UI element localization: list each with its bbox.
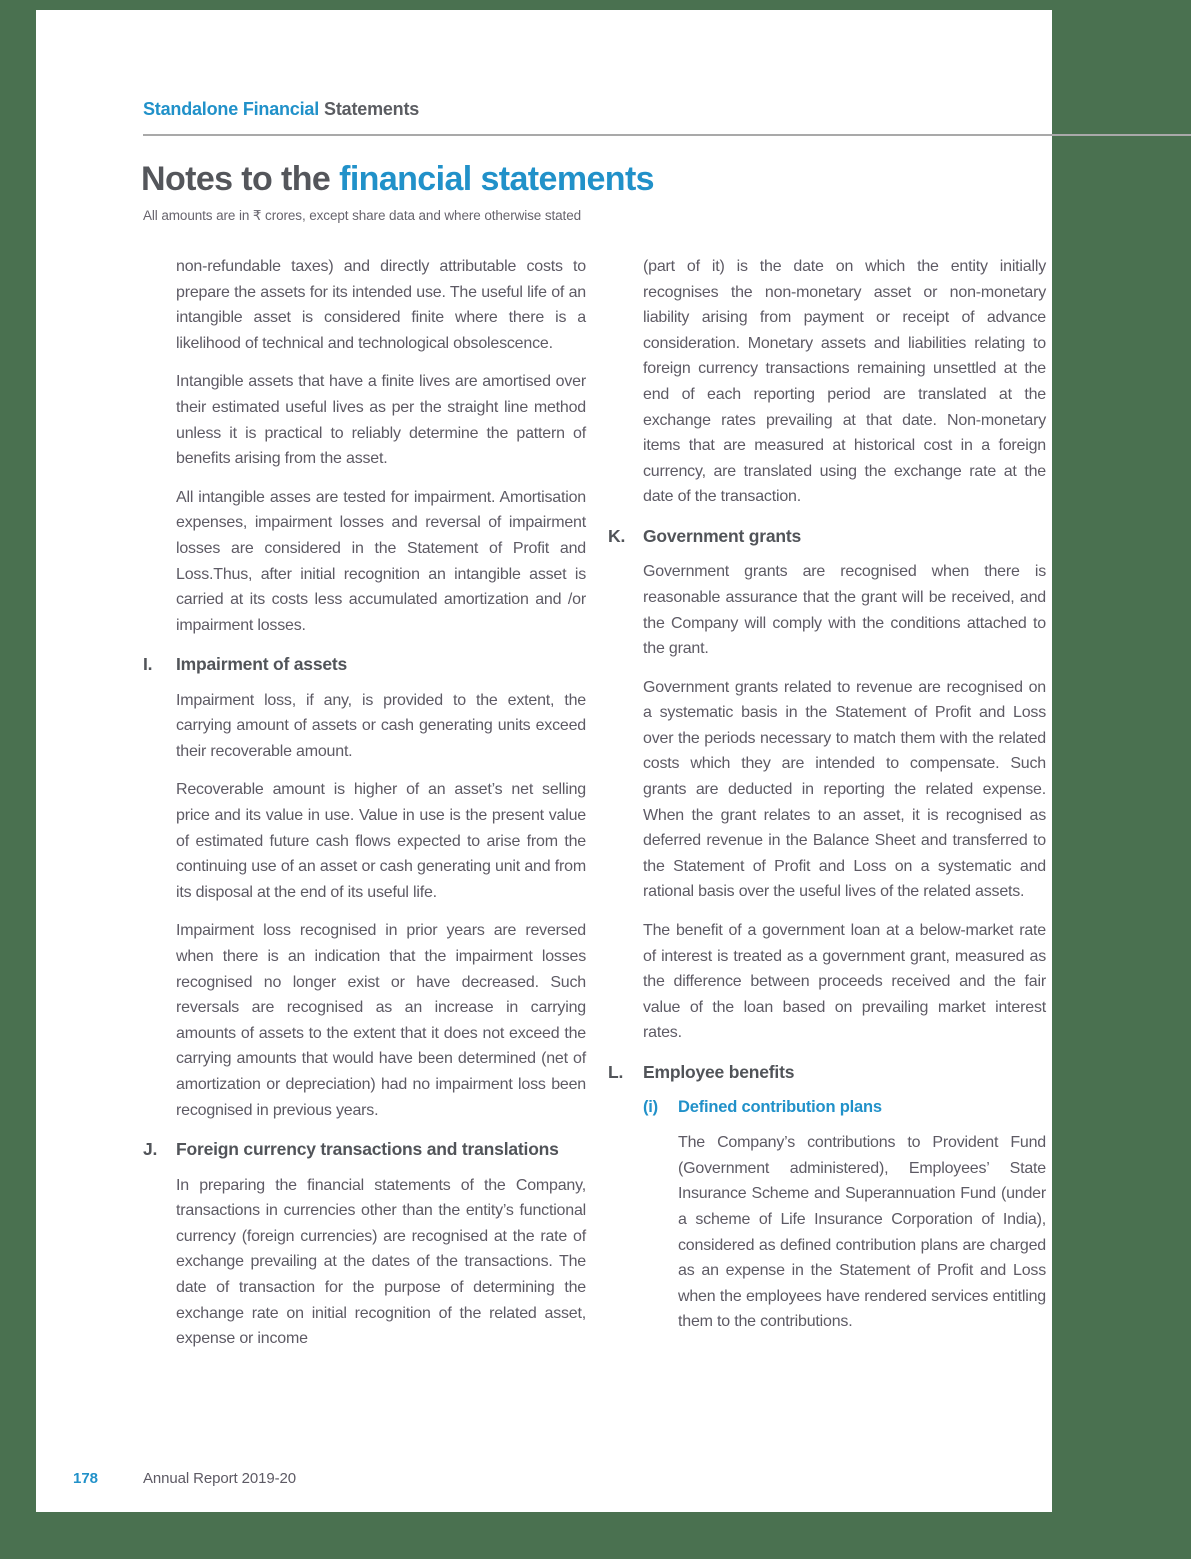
paragraph-text: Government grants related to revenue are recognised on a systematic basis in the Statement of Profit and Loss over the periods necessary to match them with the related costs which they are intended to compensate. Such grants are deducted in reporting the related expense. When the grant relates to an asset, it is recognised as deferred revenue in the Balance Sheet and transferred to the Statement of Profit and Loss on a systematic and rational basis over the useful lives of the related assets. [643,678,1046,901]
paragraph [608,918,1046,1046]
running-header-rest: Statements [324,99,420,119]
paragraph-text: Impairment loss, if any, is provided to the extent, the carrying amount of assets or cash generating units exceed their recoverable amount. [176,691,586,760]
content-columns [143,254,1048,1365]
paragraph-text: In preparing the financial statements of the Company, transactions in currencies other than the entity’s functional currency (foreign currencies) are recognised at the rate of exchange prevailing at the dates of the transactions. The date of transaction for the purpose of determining the exchange rate on initial recognition of the related asset, expense or income [176,1176,586,1348]
section-heading-text: Impairment of assets [176,654,348,675]
section-letter: I. [143,654,153,675]
paragraph [608,675,1046,905]
paragraph-text: Impairment loss recognised in prior years are reversed when there is an indication that the impairment losses recognised no longer exist or have decreased. Such reversals are recognised as an increase in carrying amounts of assets to the extent that it does not exceed the carrying amounts that would have been determined (net of amortization or depreciation) had no impairment loss been recognised in previous years. [176,922,586,1119]
footer-label: Annual Report 2019-20 [143,1470,297,1487]
paragraph [143,688,586,765]
paragraph [608,559,1046,661]
header-divider [143,134,1191,136]
paragraph [143,254,586,356]
running-header [143,99,419,120]
paragraph [143,1173,586,1352]
paragraph [143,485,586,639]
section-heading-impairment [143,652,586,677]
left-column [143,254,586,1365]
running-header-highlight: Standalone Financial [143,99,320,119]
right-column [608,254,1046,1365]
section-heading-employee-benefits [608,1060,1046,1085]
paragraph-text: Recoverable amount is higher of an asset’s net selling price and its value in use. Value in use is the present value of estimated future cash flows expected to arise from the continuing use of an asset or cash generating unit and from its disposal at the end of its useful life. [176,781,586,901]
paragraph-text: Intangible assets that have a finite lives are amortised over their estimated useful lives as per the straight line method unless it is practical to reliably determine the pattern of benefits arising from the asset. [176,373,586,468]
section-letter: L. [608,1062,624,1082]
section-heading-text: Government grants [643,525,802,546]
subsection-heading-defined-contribution [608,1095,1046,1120]
section-letter: K. [608,525,626,546]
paragraph-text: (part of it) is the date on which the entity initially recognises the non-monetary asset or non-monetary liability arising from payment or receipt of advance consideration. Monetary assets and liabilities relating to foreign currency transactions remaining unsettled at the end of each reporting period are translated at the exchange rates prevailing at that date. Non-monetary items that are measured at historical cost in a foreign currency, are translated using the exchange rate at the date of the transaction. [643,258,1046,506]
paragraph [143,918,586,1123]
page-number: 178 [73,1470,99,1487]
paragraph-text: non-refundable taxes) and directly attributable costs to prepare the assets for its intended use. The useful life of an intangible asset is considered finite where there is a likelihood of technical and technological obsolescence. [176,258,586,352]
section-heading-foreign-currency [143,1137,586,1162]
paragraph [608,254,1046,510]
paragraph [143,777,586,905]
paragraph-text: All intangible asses are tested for impairment. Amortisation expenses, impairment losses and reversal of impairment losses are considered in the Statement of Profit and Loss.Thus, after initial recognition an intangible asset is carried at its costs less accumulated amortization and /or impairment losses. [176,488,586,634]
page-title [141,160,654,199]
section-letter: J. [143,1139,158,1160]
page-subtitle: All amounts are in ₹ crores, except share data and where otherwise stated [143,208,582,223]
paragraph [608,1130,1046,1335]
section-heading-text: Employee benefits [643,1062,795,1082]
page-title-prefix: Notes to the [141,160,340,198]
subsection-marker: (i) [643,1098,658,1117]
paragraph-text: Government grants are recognised when there is reasonable assurance that the grant will be received, and the Company will comply with the conditions attached to the grant. [643,563,1046,658]
paragraph [143,369,586,471]
section-heading-government-grants [608,524,1046,549]
paragraph-text: The benefit of a government loan at a below-market rate of interest is treated as a government grant, measured as the difference between proceeds received and the fair value of the loan based on prevailing market interest rates. [643,922,1046,1042]
subsection-heading-text: Defined contribution plans [678,1098,882,1117]
page-title-highlight: financial statements [339,160,654,198]
paragraph-text: The Company’s contributions to Provident Fund (Government administered), Employees’ State Insurance Scheme and Superannuation Fund (under a scheme of Life Insurance Corporation of India), considered as defined contribution plans are charged as an expense in the Statement of Profit and Loss when the employees have rendered services entitling them to the contributions. [678,1134,1046,1331]
section-heading-text: Foreign currency transactions and translations [176,1139,559,1160]
